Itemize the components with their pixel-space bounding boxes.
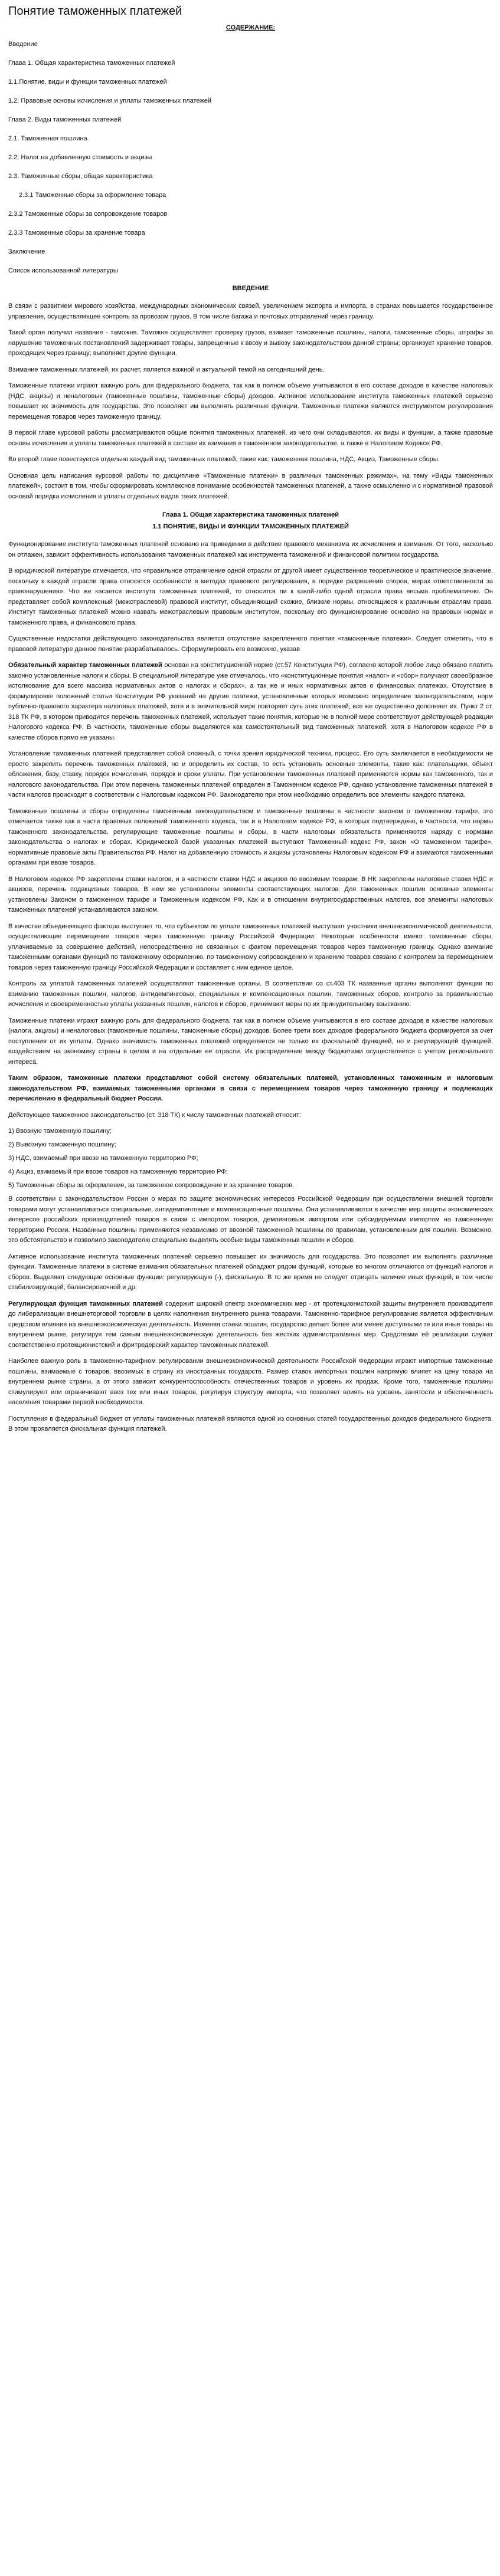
chapter-paragraph: В качестве объединяющего фактора выступает то, что субъектом по уплате таможенных платежей выступают участники внешнеэкономической деятельности, осуществляющие перемещение товаров через таможенную границу Российской Федерации. Некоторые особенности имеют таможенные сборы, уплачиваемые за совершение действий, непосредственно не связанных с фактом перемещения товаров через таможенную границу. Однако взимание таможенными органами функций по таможенному оформлению, по таможенному сопровождению и хранению товаров связано с контролем за перемещением товаров через таможенную границу Российской Федерации и составляет с ним единое целое. [8, 922, 493, 971]
toc-item[interactable]: 2.3.1 Таможенные сборы за оформление товара [19, 192, 166, 199]
chapter-paragraph: Контроль за уплатой таможенных платежей осуществляют таможенные органы. В соответствии со ст.403 ТК названные органы выполняют функции по взиманию таможенных пошлин, налогов, антидемпинговых, специальных и компенсационных пошлин, таможенных сборов, контролю за правильностью исчисления и своевременностью уплаты указанных пошлин, налогов и сборов, принимают меры по их принудительному взысканию. [8, 980, 493, 1008]
intro-paragraph: Во второй главе повествуется отдельно каждый вид таможенных платежей, такие как: таможенная пошлина, НДС, Акциз, Таможенные сборы. [8, 456, 440, 463]
chapter-paragraph: Обязательный характер таможенных платежей основан на конституционной норме (ст.57 Конституции РФ), согласно которой любое лицо обязано платить законно установленные налоги и сборы. В специальной литературе уже отмечалось, что «конституционные понятия «налог» и «сбор» получают своеобразное истолкование для всего массива нормативных актов о налогах и сборах», а так же и иных нормативных актов о финансовых платежах. Отсутствие в формулировке положений статьи Конституции РФ указаний на другие платежи, установленные которых возможно определение законодательством, норм публично-правового характера налоговых платежей, хотя и в значительной мере повторяет суть этих платежей, все же существенно дополняет их. Пункт 2 ст. 318 ТК РФ, в котором приводится перечень таможенных платежей, использует такие понятия, которые не в полной мере соответствуют действующей редакции Налогового кодекса РФ. В частности, таможенные сборы выделяются как самостоятельный вид таможенных платежей, хотя в Налоговом кодексе РФ в качестве сборов прямо не указаны. [8, 662, 493, 741]
intro-paragraph: В первой главе курсовой работы рассматриваются общие понятия таможенных платежей, из чего они складываются, их виды и функции, а также правовые основы исчисления и уплаты таможенных платежей в составе их взимания в таможенном законодательстве, а также в Налоговом Кодексе РФ. [8, 429, 493, 447]
toc-item[interactable]: 2.1. Таможенная пошлина [8, 135, 87, 142]
toc-item[interactable]: Глава 2. Виды таможенных платежей [8, 116, 122, 123]
chapter-paragraph: Таможенные платежи играют важную роль для федерального бюджета, так как в полном объеме учитываются в его составе доходов в качестве налоговых (налоги, акцизы) и неналоговых (таможенные пошлины, таможенные сборы) доходов. Более трети всех доходов федерального бюджета формируется за счет поступления от их уплаты. Однако значимость таможенных платежей определяется не только их фискальной функцией, но и регулирующей функцией, воздействием на экономику страны в целом и на отдельные ее отрасли. Их распределение между бюджетами осуществляется с учетом регионального интереса. [8, 1017, 493, 1066]
toc-item[interactable]: 1.2. Правовые основы исчисления и уплаты таможенных платежей [8, 97, 211, 104]
intro-paragraph: Такой орган получил название - таможня. Таможня осуществляет проверку грузов, взимает таможенные пошлины, налоги, таможенные сборы, штрафы за нарушение таможенных постановлений задерживает товары, запрещенные к ввозу и вывозу законодательством данной страны; организует хранение товаров, проходящих через границу; выполняет другие функции. [8, 329, 493, 357]
chapter-paragraph: В соответствии с законодательством России о мерах по защите экономических интересов Российской Федерации при осуществлении внешней торговли товарами могут устанавливаться специальные, антидемпинговые и компенсационные пошлины. Они устанавливаются в качестве мер защиты экономических интересов российских производителей товаров в связи с импортом товаров, демпинговым импортом или субсидируемым импортом на таможенную территорию России. Названные пошлины применяются независимо от ввозной таможенной пошлины по правилам, установленным для пошлин. Возможно, это обстоятельство и позволило законодателю специально выделять особые виды таможенных пошлин и сборов. [8, 1195, 493, 1244]
chapter-paragraph: Регулирующая функция таможенных платежей содержит широкий спектр экономических мер - от протекционистской защиты внутреннего производителя до либерализации внешнеторговой торговли в целях наполнения внутреннего рынка товарами. Таможенно-тарифное регулирование является эффективным средством влияния на внешнеэкономическую деятельность. Изменяя ставки пошлин, государство делает более или менее доступными те или иные товары на внутреннем рынке, регулируя тем самым внешнеэкономическую деятельность без жестких административных мер. Средствами её реализации служат соответственно протекционистский и фритредерский характер таможенных платежей. [8, 1300, 493, 1349]
toc-item[interactable]: Глава 1. Общая характеристика таможенных платежей [8, 60, 175, 67]
intro-paragraph: Основная цель написания курсовой работы по дисциплине «Таможенные платежи» в различных таможенных режимах», на тему «Виды таможенных платежей», состоит в том, чтобы сформировать комплексное понимание особенностей таможенных платежей, а также осмысленно и с нормативной правовой основой порядка исчисления и уплаты отдельных видов таких платежей. [8, 472, 493, 500]
chapter-paragraph: В Налоговом кодексе РФ закреплены ставки налогов, и в частности ставки НДС и акцизов по ввозимым товарам. В НК закреплены налоговые ставки НДС и акцизов, перечень подакцизных товаров. В нем же установлены элементы соответствующих налогов. Для таможенных пошлин основные элементы установлены Законом о таможенном тарифе и Таможенным кодексом РФ. Как и в отношении внутригосударственных налогов, все элементы налоговых таможенных платежей устанавливаются законом. [8, 875, 493, 914]
list-item: 3) НДС, взимаемый при ввозе на таможенную территорию РФ; [8, 1155, 198, 1162]
chapter-section [8, 540, 493, 1435]
toc-item[interactable]: 2.2. Налог на добавленную стоимость и акцизы [8, 154, 152, 161]
chapter-paragraph: Существенные недостатки действующего законодательства является отсутствие закрепленного понятия «таможенные платежи». Следует отметить, что в правовой литературе данное понятие разрабатывалось. Сформулировать его возможно, указав [8, 635, 493, 653]
toc-item[interactable]: 2.3.2 Таможенные сборы за сопровождение товаров [8, 211, 168, 218]
chapter-paragraph: Функционирование института таможенных платежей основано на приведении в действие правового механизма их исчисления и взимания. От того, насколько он отлажен, зависит эффективность использования таможенных платежей как инструмента таможенной и финансовой политики государства. [8, 541, 493, 558]
list-item: 5) Таможенные сборы за оформление, за таможенное сопровождение и за хранение товаров. [8, 1182, 295, 1189]
list-item: 2) Вывозную таможенную пошлину; [8, 1141, 116, 1148]
toc-item[interactable]: 2.3.3 Таможенные сборы за хранение товара [8, 229, 145, 236]
section-heading: 1.1 ПОНЯТИЕ, ВИДЫ И ФУНКЦИИ ТАМОЖЕННЫХ ПЛАТЕЖЕЙ [152, 523, 349, 530]
payments-list [8, 1126, 493, 1191]
chapter-paragraph: Таким образом, таможенные платежи представляют собой систему обязательных платежей, установленных таможенным и налоговым законодательством РФ, взимаемых таможенными органами в связи с перемещением товаров через таможенную границу и подлежащих перечислению в федеральный бюджет России. [8, 1075, 493, 1102]
intro-paragraph: В связи с развитием мирового хозяйства, международных экономических связей, увеличением экспорта и импорта, в странах повышается государственное управление, осуществляющее контроль за провозом грузов. В том числе багажа и почтовых отправлений через границу. [8, 303, 493, 320]
chapter-paragraph: Установление таможенных платежей представляет собой сложный, с точки зрения юридической техники, процесс. Его суть заключается в необходимости не просто закрепить перечень таможенных платежей, но и определить их состав, то есть установить основные элементы, такие как: плательщики, объект обложения, базу, ставку, порядок исчисления, порядок и сроки уплаты. При установлении таможенных платежей применяются нормы как таможенного, так и налогового законодательства. При этом перечень таможенных платежей определен в Таможенном кодексе РФ, однако установление таможенных платежей в части налогов происходит в соответствии с Налоговым кодексом РФ. Законодателю при этом необходимо определить все элементы каждого платежа. [8, 750, 493, 799]
toc-item[interactable]: Введение [8, 41, 38, 48]
toc-heading: СОДЕРЖАНИЕ: [226, 24, 276, 31]
toc-item[interactable]: 2.3. Таможенные сборы, общая характеристика [8, 173, 153, 180]
intro-paragraph: Взимание таможенных платежей, их расчет, является важной и актуальной темой на сегодняшний день. [8, 366, 325, 373]
chapter-paragraph: Поступления в федеральный бюджет от уплаты таможенных платежей являются одной из основных статей государственных доходов федерального бюджета. В этом проявляется фискальная функция платежей. [8, 1415, 493, 1432]
intro-paragraph: Таможенные платежи играют важную роль для федерального бюджета, так как в полном объеме учитываются в его составе доходов в качестве налоговых (НДС, акцизы) и неналоговых (таможенные пошлины, таможенные сборы) доходов. Активное использование института таможенных платежей серьезно повышает их значимость для государства. Это позволяет им выполнять различные функции. Таможенные платежи являются инструментом регулирования перемещения товаров через таможенную границу. [8, 382, 493, 420]
list-item: 1) Ввозную таможенную пошлину; [8, 1128, 112, 1135]
intro-heading: ВВЕДЕНИЕ [232, 285, 269, 292]
chapter-paragraph: В юридической литературе отмечается, что «правильное отграничение одной отрасли от другой имеет существенное теоретическое и практическое значение, поскольку к каждой отрасли права относятся особенности в методах правового регулирования, в порядке разрешения споров, мерах ответственности за правонарушения». Что же касается института таможенных платежей, то относится ли к какой-либо одной отрасли права весьма проблематично. Он представляет собой комплексный (межотраслевой) правовой институт, объединяющий схожие, близкие нормы, относящиеся к различным отраслям права. Институт таможенных платежей можно назвать межотраслевым правовым институтом, поскольку его функционирование основано на правовых нормах и таможенного права, и финансового права. [8, 567, 493, 626]
chapter-paragraph: Активное использование института таможенных платежей серьезно повышает их значимость для государства. Это позволяет им выполнять различные функции. Таможенные платежи в системе взимания обязательных платежей обладают рядом функций, которые во многом отличаются от функций налогов и сборов. Выделяют следующие основные функции: регулирующую (-), фискальную. В то же время не следует отрицать наличие иных функций, в том числе стабилизирующей, балансировочной и др. [8, 1253, 493, 1291]
toc-item[interactable]: 1.1.Понятие, виды и функции таможенных платежей [8, 78, 167, 86]
chapter-paragraph: Наиболее важную роль в таможенно-тарифном регулировании внешнеэкономической деятельности Российской Федерации играют импортные таможенные пошлины, взимаемые с товаров, ввозимых в страну из иностранных государств. Размер ставок импортных пошлин напрямую влияет на цену товара на внутреннем рынке страны, а от этого зависит конкурентоспособность отечественных товаров и уровень их продаж. Кроме того, таможенные пошлины стимулируют или ограничивают ввоз тех или иных товаров, регулируя структуру импорта, что позволяет влиять на уровень занятости и обеспеченность населения товарами первой необходимости. [8, 1358, 493, 1406]
intro-section [8, 301, 493, 502]
page-title: Понятие таможенных платежей [8, 5, 182, 18]
chapter-paragraph: Действующее таможенное законодательство (ст. 318 ТК) к числу таможенных платежей относит: [8, 1111, 301, 1119]
list-item: 4) Акциз, взимаемый при ввозе товаров на таможенную территорию РФ; [8, 1168, 228, 1175]
toc-item[interactable]: Список использованной литературы [8, 267, 118, 274]
chapter-heading: Глава 1. Общая характеристика таможенных платежей [162, 511, 339, 518]
chapter-paragraph: Таможенные пошлины и сборы определены таможенным законодательством и таможенные пошлины в частности законом о таможенном тарифе, это отмечается также как в части правовых положений таможенного кодекса, так и в Налоговом кодексе РФ, в которых подтверждено, в частности, что нормы таможенного законодательства, регулирующие таможенные пошлины и сборы, в части налоговых обязательств применяются наряду с нормами законодательства о налогах и сборах. Юридической базой указанных платежей выступают Таможенный кодекс РФ, закон «О таможенном тарифе», нормативные правовые акты Правительства РФ. Налог на добавленную стоимость и акцизы установлены Налоговым кодексом РФ и взимаются таможенными органами при ввозе товаров. [8, 807, 493, 866]
toc-item[interactable]: Заключение [8, 248, 45, 255]
table-of-contents [8, 40, 493, 275]
